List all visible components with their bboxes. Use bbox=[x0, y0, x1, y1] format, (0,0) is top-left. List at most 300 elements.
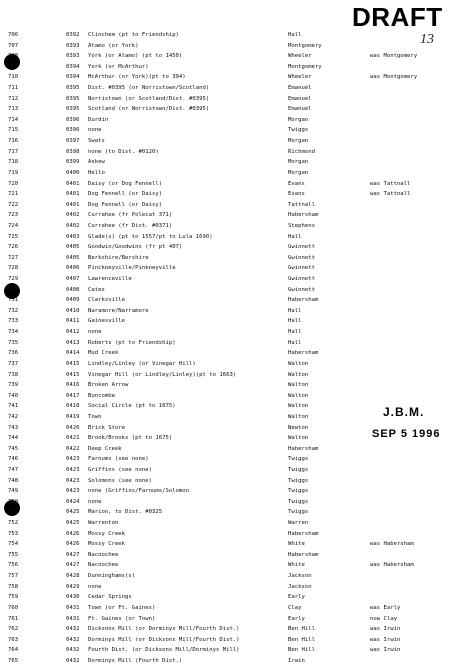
row-number: 747 bbox=[8, 466, 19, 473]
row-number: 742 bbox=[8, 413, 19, 420]
row-number: 759 bbox=[8, 594, 19, 601]
district-code: 0432 bbox=[66, 636, 80, 643]
table-row bbox=[0, 210, 463, 221]
table-row bbox=[0, 348, 463, 359]
county-name: Gwinnett bbox=[288, 265, 315, 272]
row-number: 738 bbox=[8, 371, 19, 378]
table-row bbox=[0, 486, 463, 497]
county-name: Evans bbox=[288, 180, 305, 187]
district-code: 0423 bbox=[66, 456, 80, 463]
row-number: 761 bbox=[8, 615, 19, 622]
county-name: Walton bbox=[288, 413, 309, 420]
district-code: 0410 bbox=[66, 307, 80, 314]
district-code: 0419 bbox=[66, 413, 80, 420]
row-number: 740 bbox=[8, 392, 19, 399]
table-row bbox=[0, 338, 463, 349]
draft-watermark: DRAFT bbox=[352, 2, 443, 32]
district-name: Dicksons Mill (or Dorminys Mill/Fourth Dist.) bbox=[88, 626, 240, 633]
county-name: Ben Hill bbox=[288, 626, 315, 633]
district-name: Dorminys Mill (Fourth Dist.) bbox=[88, 657, 183, 664]
records-table bbox=[0, 30, 463, 667]
district-code: 0394 bbox=[66, 63, 80, 70]
district-code: 0392 bbox=[66, 32, 80, 38]
county-name: Morgan bbox=[288, 159, 309, 166]
row-number: 719 bbox=[8, 169, 19, 176]
district-code: 0432 bbox=[66, 626, 80, 633]
district-name: Cates bbox=[88, 286, 105, 293]
county-name: Montgomery bbox=[288, 63, 322, 70]
district-code: 0424 bbox=[66, 498, 80, 505]
table-row bbox=[0, 306, 463, 317]
county-name: Hall bbox=[288, 32, 302, 38]
table-row bbox=[0, 614, 463, 625]
row-number: 765 bbox=[8, 657, 19, 664]
district-name: Durdin bbox=[88, 116, 109, 123]
district-code: 0395 bbox=[66, 95, 80, 102]
district-code: 0422 bbox=[66, 445, 80, 452]
row-number: 726 bbox=[8, 244, 19, 251]
county-name: Emanuel bbox=[288, 106, 312, 113]
county-name: Richmond bbox=[288, 148, 315, 155]
table-row bbox=[0, 285, 463, 296]
district-name: none bbox=[88, 583, 102, 590]
county-name: Habersham bbox=[288, 212, 319, 219]
row-number: 706 bbox=[8, 32, 19, 38]
table-row bbox=[0, 603, 463, 614]
district-code: 0401 bbox=[66, 201, 80, 208]
county-name: Habersham bbox=[288, 551, 319, 558]
table-row bbox=[0, 539, 463, 550]
table-row bbox=[0, 200, 463, 211]
table-row bbox=[0, 476, 463, 487]
district-code: 0411 bbox=[66, 318, 80, 325]
row-number: 739 bbox=[8, 382, 19, 389]
row-number: 732 bbox=[8, 307, 19, 314]
county-name: Twiggs bbox=[288, 456, 309, 463]
table-row bbox=[0, 359, 463, 370]
county-name: Habersham bbox=[288, 445, 319, 452]
row-number: 723 bbox=[8, 212, 19, 219]
district-code: 0427 bbox=[66, 562, 80, 569]
table-row bbox=[0, 518, 463, 529]
district-code: 0431 bbox=[66, 604, 80, 611]
district-code: 0398 bbox=[66, 148, 80, 155]
district-name: Dorminys Mill (or Dicksons Mill/Fourth Dist.) bbox=[88, 636, 240, 643]
district-code: 0420 bbox=[66, 424, 80, 431]
stamp-initials: J.B.M. bbox=[383, 405, 425, 419]
county-name: Stephens bbox=[288, 222, 315, 229]
row-number: 744 bbox=[8, 435, 19, 442]
county-name: Habersham bbox=[288, 350, 319, 357]
table-row bbox=[0, 232, 463, 243]
row-number: 722 bbox=[8, 201, 19, 208]
table-row bbox=[0, 370, 463, 381]
county-name: Wheeler bbox=[288, 74, 312, 81]
table-row bbox=[0, 125, 463, 136]
district-code: 0406 bbox=[66, 265, 80, 272]
district-code: 0395 bbox=[66, 85, 80, 92]
county-name: Hall bbox=[288, 233, 302, 240]
row-note: was Early bbox=[370, 604, 401, 611]
district-name: Pinckneyville/Pinkneyville bbox=[88, 265, 176, 272]
row-note: was Montgomery bbox=[370, 74, 418, 81]
table-row bbox=[0, 221, 463, 232]
district-name: Deep Creek bbox=[88, 445, 122, 452]
row-number: 762 bbox=[8, 626, 19, 633]
district-name: York (or Atamo) (pt to 1450) bbox=[88, 53, 183, 60]
table-row bbox=[0, 157, 463, 168]
row-number: 752 bbox=[8, 520, 19, 527]
district-name: Norristown (or Scotland/Dist. #0395) bbox=[88, 95, 210, 102]
county-name: Walton bbox=[288, 382, 309, 389]
district-name: Lawrenceville bbox=[88, 276, 132, 283]
row-number: 733 bbox=[8, 318, 19, 325]
county-name: Early bbox=[288, 615, 305, 622]
table-row bbox=[0, 380, 463, 391]
district-code: 0423 bbox=[66, 488, 80, 495]
district-code: 0409 bbox=[66, 297, 80, 304]
table-row bbox=[0, 263, 463, 274]
district-name: Scotland (or Norristown/Dist. #0395) bbox=[88, 106, 210, 113]
row-number: 712 bbox=[8, 95, 19, 102]
table-row bbox=[0, 147, 463, 158]
district-name: Gainesville bbox=[88, 318, 126, 325]
district-name: Cedar Springs bbox=[88, 594, 132, 601]
district-code: 0402 bbox=[66, 212, 80, 219]
district-code: 0428 bbox=[66, 573, 80, 580]
district-name: Mud Creek bbox=[88, 350, 119, 357]
row-number: 757 bbox=[8, 573, 19, 580]
table-row bbox=[0, 51, 463, 62]
county-name: Montgomery bbox=[288, 42, 322, 49]
row-number: 754 bbox=[8, 541, 19, 548]
row-number: 763 bbox=[8, 636, 19, 643]
table-row bbox=[0, 179, 463, 190]
district-name: Dog Fennell (or Daisy) bbox=[88, 191, 163, 198]
county-name: Clay bbox=[288, 604, 302, 611]
table-row bbox=[0, 645, 463, 656]
district-name: McArthur (or York)(pt to 394) bbox=[88, 74, 186, 81]
district-name: Clinchem (pt to Friendship) bbox=[88, 32, 179, 38]
table-row bbox=[0, 624, 463, 635]
county-name: Emanuel bbox=[288, 85, 312, 92]
row-number: 760 bbox=[8, 604, 19, 611]
row-number: 735 bbox=[8, 339, 19, 346]
row-number: 728 bbox=[8, 265, 19, 272]
table-row bbox=[0, 242, 463, 253]
district-code: 0400 bbox=[66, 169, 80, 176]
table-row bbox=[0, 115, 463, 126]
county-name: Morgan bbox=[288, 116, 309, 123]
district-name: Solomons (see none) bbox=[88, 477, 152, 484]
district-code: 0417 bbox=[66, 392, 80, 399]
district-code: 0393 bbox=[66, 53, 80, 60]
district-code: 0432 bbox=[66, 657, 80, 664]
district-name: none (to Dist. #0120) bbox=[88, 148, 159, 155]
table-row bbox=[0, 582, 463, 593]
county-name: Irwin bbox=[288, 657, 305, 664]
district-code: 0426 bbox=[66, 530, 80, 537]
county-name: Walton bbox=[288, 360, 309, 367]
table-row bbox=[0, 83, 463, 94]
row-number: 736 bbox=[8, 350, 19, 357]
district-name: Dunninghams(s) bbox=[88, 573, 136, 580]
row-number: 709 bbox=[8, 63, 19, 70]
row-note: now Clay bbox=[370, 615, 397, 622]
table-row bbox=[0, 656, 463, 667]
district-name: Social Circle (pt to 1675) bbox=[88, 403, 176, 410]
row-number: 720 bbox=[8, 180, 19, 187]
district-name: Town (or Ft. Gaines) bbox=[88, 604, 156, 611]
district-name: Askew bbox=[88, 159, 105, 166]
district-code: 0401 bbox=[66, 180, 80, 187]
district-name: Marion, to Dist. #0325 bbox=[88, 509, 163, 516]
district-name: none bbox=[88, 329, 102, 336]
district-code: 0415 bbox=[66, 360, 80, 367]
county-name: Gwinnett bbox=[288, 286, 315, 293]
district-name: none bbox=[88, 127, 102, 134]
table-row bbox=[0, 253, 463, 264]
row-number: 749 bbox=[8, 488, 19, 495]
row-number: 755 bbox=[8, 551, 19, 558]
district-name: Griffins (see none) bbox=[88, 466, 152, 473]
row-number: 758 bbox=[8, 583, 19, 590]
district-code: 0395 bbox=[66, 106, 80, 113]
row-number: 731 bbox=[8, 297, 19, 304]
row-note: was Habersham bbox=[370, 562, 414, 569]
district-name: Hello bbox=[88, 169, 105, 176]
table-row bbox=[0, 635, 463, 646]
district-code: 0426 bbox=[66, 541, 80, 548]
table-row bbox=[0, 136, 463, 147]
county-name: Ben Hill bbox=[288, 647, 315, 654]
district-code: 0401 bbox=[66, 191, 80, 198]
row-number: 725 bbox=[8, 233, 19, 240]
county-name: Morgan bbox=[288, 169, 309, 176]
district-name: Lindley/Linley (or Vinegar Hill) bbox=[88, 360, 196, 367]
row-number: 746 bbox=[8, 456, 19, 463]
district-code: 0393 bbox=[66, 42, 80, 49]
district-name: Goodwin/Goodwins (fr pt 407) bbox=[88, 244, 183, 251]
district-name: Fourth Dist. (or Dicksons Mill/Dorminys Mill) bbox=[88, 647, 240, 654]
district-code: 0405 bbox=[66, 244, 80, 251]
county-name: Morgan bbox=[288, 138, 309, 145]
table-row bbox=[0, 168, 463, 179]
district-code: 0397 bbox=[66, 138, 80, 145]
county-name: Habersham bbox=[288, 530, 319, 537]
county-name: Twiggs bbox=[288, 127, 309, 134]
district-code: 0427 bbox=[66, 551, 80, 558]
table-row bbox=[0, 444, 463, 455]
county-name: Walton bbox=[288, 403, 309, 410]
county-name: Hall bbox=[288, 307, 302, 314]
district-code: 0421 bbox=[66, 435, 80, 442]
row-number: 714 bbox=[8, 116, 19, 123]
district-code: 0412 bbox=[66, 329, 80, 336]
table-row bbox=[0, 507, 463, 518]
row-number: 718 bbox=[8, 159, 19, 166]
district-code: 0408 bbox=[66, 286, 80, 293]
table-row bbox=[0, 592, 463, 603]
county-name: Evans bbox=[288, 191, 305, 198]
row-number: 734 bbox=[8, 329, 19, 336]
district-code: 0415 bbox=[66, 371, 80, 378]
row-number: 715 bbox=[8, 127, 19, 134]
row-number: 756 bbox=[8, 562, 19, 569]
district-code: 0399 bbox=[66, 159, 80, 166]
row-number: 721 bbox=[8, 191, 19, 198]
district-name: Swats bbox=[88, 138, 105, 145]
row-number: 730 bbox=[8, 286, 19, 293]
table-row bbox=[0, 560, 463, 571]
row-number: 751 bbox=[8, 509, 19, 516]
row-number: 711 bbox=[8, 85, 19, 92]
district-name: Dog Fennell (or Daisy) bbox=[88, 201, 163, 208]
district-name: Vinegar Hill (or Lindley/Linley)(pt to 1663) bbox=[88, 371, 237, 378]
district-name: Mossy Creek bbox=[88, 541, 126, 548]
district-code: 0403 bbox=[66, 233, 80, 240]
district-code: 0413 bbox=[66, 339, 80, 346]
district-name: Dist. #0395 (or Norristown/Scotland) bbox=[88, 85, 210, 92]
district-code: 0432 bbox=[66, 647, 80, 654]
district-code: 0431 bbox=[66, 615, 80, 622]
county-name: Emanuel bbox=[288, 95, 312, 102]
row-number: 737 bbox=[8, 360, 19, 367]
row-note: was Irwin bbox=[370, 626, 401, 633]
district-name: Berkshire/Bershire bbox=[88, 254, 149, 261]
row-note: was Habersham bbox=[370, 541, 414, 548]
table-row bbox=[0, 316, 463, 327]
district-name: none bbox=[88, 498, 102, 505]
row-number: 743 bbox=[8, 424, 19, 431]
district-code: 0425 bbox=[66, 509, 80, 516]
district-name: Daisy (or Dog Fennell) bbox=[88, 180, 163, 187]
county-name: Twiggs bbox=[288, 509, 309, 516]
district-name: Town bbox=[88, 413, 102, 420]
district-name: none (Griffins/Farnums/Solomon bbox=[88, 488, 190, 495]
row-number: 708 bbox=[8, 53, 19, 60]
handwritten-page-number: 13 bbox=[420, 32, 434, 47]
county-name: Hall bbox=[288, 339, 302, 346]
district-name: Roberts (pt to Friendship) bbox=[88, 339, 176, 346]
district-code: 0394 bbox=[66, 74, 80, 81]
row-number: 748 bbox=[8, 477, 19, 484]
district-name: Clarksville bbox=[88, 297, 126, 304]
district-name: Mossy Creek bbox=[88, 530, 126, 537]
district-name: Glade(s) (pt to 1557/pt to Lula 1690) bbox=[88, 233, 213, 240]
row-number: 710 bbox=[8, 74, 19, 81]
district-name: Currahee (fr Dist. #0371) bbox=[88, 222, 173, 229]
county-name: Gwinnett bbox=[288, 276, 315, 283]
table-row bbox=[0, 189, 463, 200]
county-name: Walton bbox=[288, 371, 309, 378]
county-name: Jackson bbox=[288, 573, 312, 580]
county-name: Hall bbox=[288, 318, 302, 325]
county-name: Twiggs bbox=[288, 498, 309, 505]
table-row bbox=[0, 295, 463, 306]
table-row bbox=[0, 550, 463, 561]
district-name: Nacoochee bbox=[88, 551, 119, 558]
district-code: 0423 bbox=[66, 477, 80, 484]
county-name: Warren bbox=[288, 520, 309, 527]
row-number: 729 bbox=[8, 276, 19, 283]
row-number: 717 bbox=[8, 148, 19, 155]
row-number: 745 bbox=[8, 445, 19, 452]
row-number: 713 bbox=[8, 106, 19, 113]
table-row bbox=[0, 465, 463, 476]
district-code: 0414 bbox=[66, 350, 80, 357]
row-number: 727 bbox=[8, 254, 19, 261]
district-code: 0425 bbox=[66, 520, 80, 527]
row-number: 707 bbox=[8, 42, 19, 49]
stamp-date: SEP 5 1996 bbox=[372, 428, 441, 440]
row-note: was Irwin bbox=[370, 636, 401, 643]
row-number: 716 bbox=[8, 138, 19, 145]
county-name: Hall bbox=[288, 329, 302, 336]
district-name: Naramore/Narramore bbox=[88, 307, 149, 314]
district-code: 0429 bbox=[66, 583, 80, 590]
district-code: 0416 bbox=[66, 382, 80, 389]
table-row bbox=[0, 62, 463, 73]
county-name: Twiggs bbox=[288, 488, 309, 495]
county-name: Ben Hill bbox=[288, 636, 315, 643]
district-name: Warrenton bbox=[88, 520, 119, 527]
table-row bbox=[0, 497, 463, 508]
county-name: Gwinnett bbox=[288, 254, 315, 261]
county-name: White bbox=[288, 541, 305, 548]
county-name: Newton bbox=[288, 424, 309, 431]
row-note: was Irwin bbox=[370, 647, 401, 654]
district-name: Buncombe bbox=[88, 392, 115, 399]
row-number: 753 bbox=[8, 530, 19, 537]
row-note: was Montgomery bbox=[370, 53, 418, 60]
district-name: Ft. Gaines (or Town) bbox=[88, 615, 156, 622]
table-row bbox=[0, 391, 463, 402]
table-row bbox=[0, 41, 463, 52]
district-code: 0396 bbox=[66, 127, 80, 134]
district-code: 0423 bbox=[66, 466, 80, 473]
table-row bbox=[0, 529, 463, 540]
table-row bbox=[0, 72, 463, 83]
county-name: White bbox=[288, 562, 305, 569]
table-row bbox=[0, 94, 463, 105]
district-name: Nacoochee bbox=[88, 562, 119, 569]
county-name: Jackson bbox=[288, 583, 312, 590]
county-name: Twiggs bbox=[288, 477, 309, 484]
table-row bbox=[0, 30, 463, 41]
table-row bbox=[0, 454, 463, 465]
row-number: 741 bbox=[8, 403, 19, 410]
county-name: Walton bbox=[288, 392, 309, 399]
row-number: 750 bbox=[8, 498, 19, 505]
district-code: 0402 bbox=[66, 222, 80, 229]
county-name: Walton bbox=[288, 435, 309, 442]
county-name: Tattnall bbox=[288, 201, 315, 208]
district-code: 0407 bbox=[66, 276, 80, 283]
row-note: was Tattnall bbox=[370, 191, 411, 198]
county-name: Twiggs bbox=[288, 466, 309, 473]
district-code: 0418 bbox=[66, 403, 80, 410]
district-code: 0396 bbox=[66, 116, 80, 123]
row-number: 764 bbox=[8, 647, 19, 654]
table-row bbox=[0, 327, 463, 338]
district-name: Farnums (see none) bbox=[88, 456, 149, 463]
district-name: York (or McArthur) bbox=[88, 63, 149, 70]
district-name: Atamo (or York) bbox=[88, 42, 139, 49]
county-name: Habersham bbox=[288, 297, 319, 304]
district-name: Brick Store bbox=[88, 424, 126, 431]
county-name: Gwinnett bbox=[288, 244, 315, 251]
